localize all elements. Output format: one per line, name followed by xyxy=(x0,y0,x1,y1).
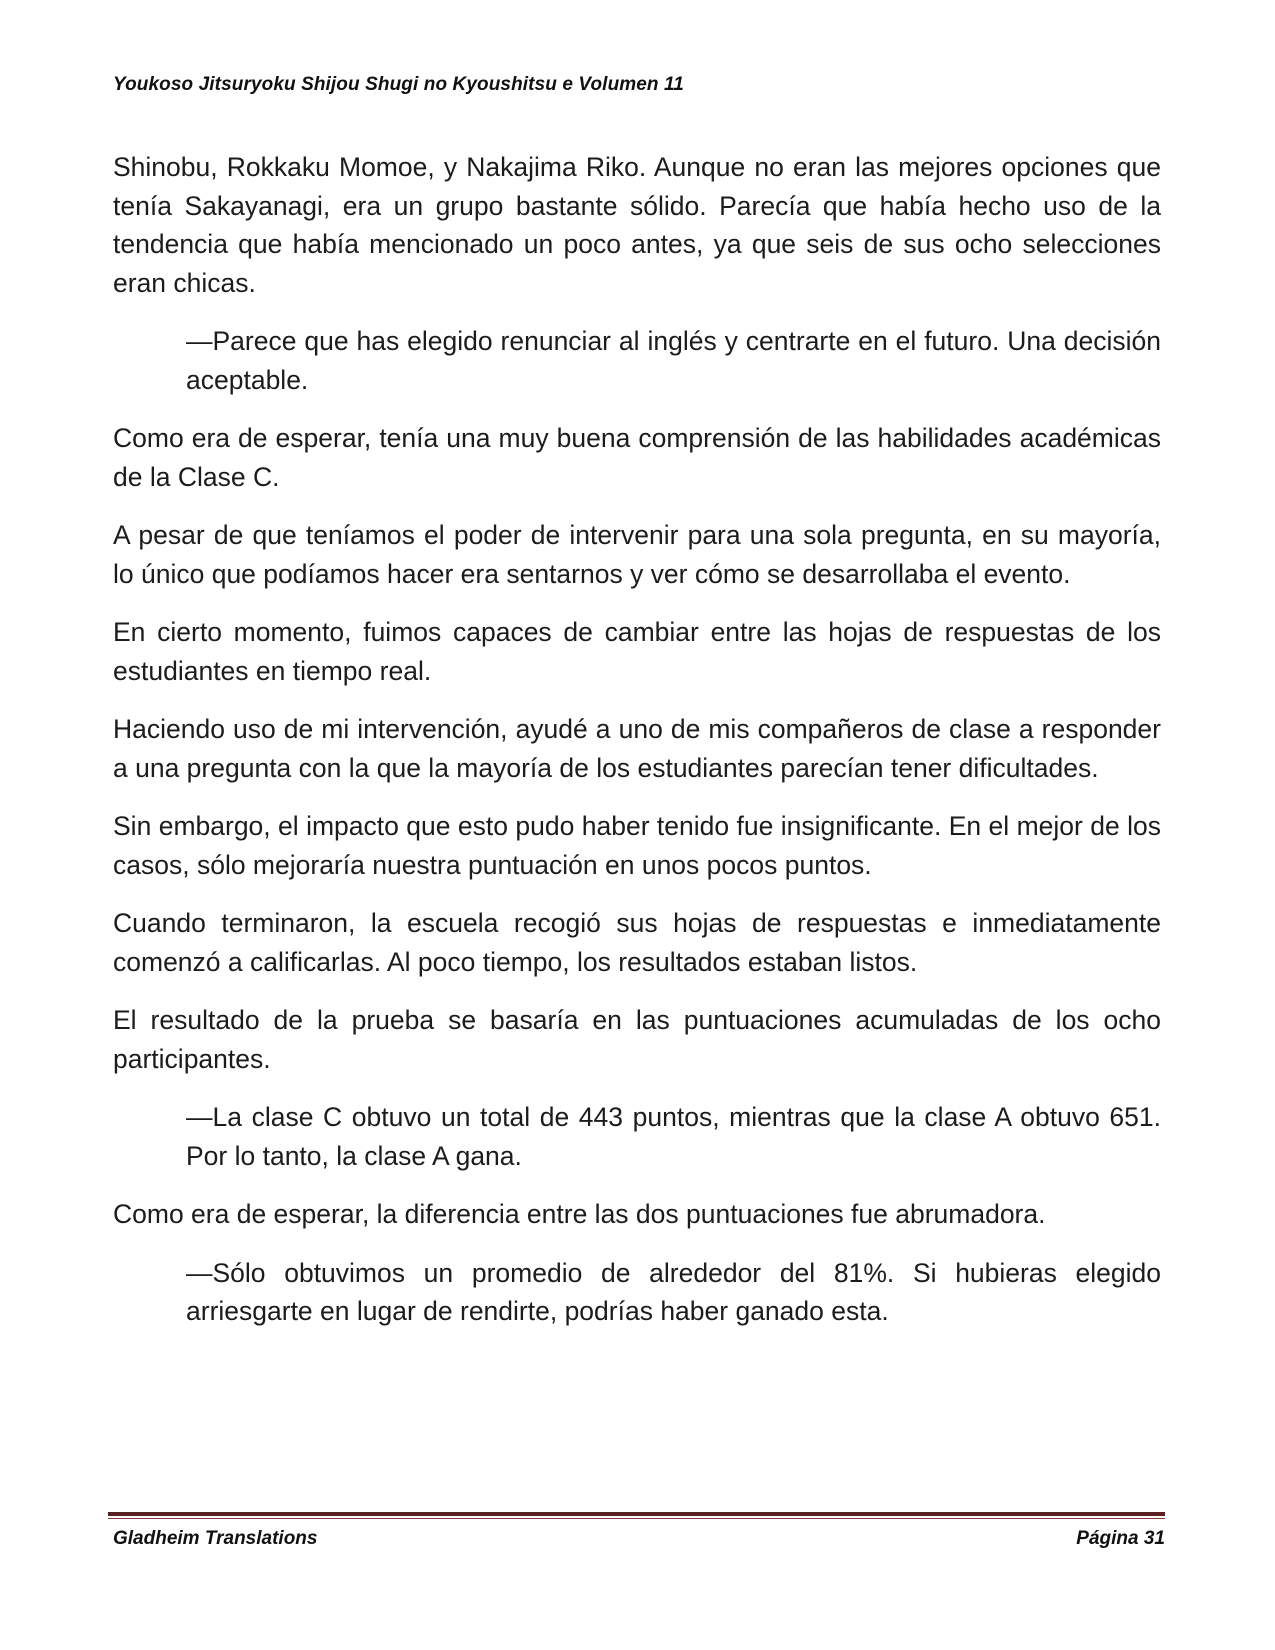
paragraph: Haciendo uso de mi intervención, ayudé a uno de mis compañeros de clase a responder a una pregunta con la que la mayoría de los estudiantes parecían tener dificultades. xyxy=(113,714,1161,783)
footer-divider-thin xyxy=(108,1518,1165,1519)
footer-divider-thick xyxy=(108,1512,1165,1516)
paragraph: El resultado de la prueba se basaría en las puntuaciones acumuladas de los ocho participantes. xyxy=(113,1005,1161,1074)
footer-credit: Gladheim Translations xyxy=(113,1528,318,1549)
footer-divider xyxy=(108,1512,1165,1520)
paragraph: Como era de esperar, tenía una muy buena comprensión de las habilidades académicas de la Clase C. xyxy=(113,423,1161,492)
paragraph: Shinobu, Rokkaku Momoe, y Nakajima Riko. Aunque no eran las mejores opciones que tenía Sakayanagi, era un grupo bastante sólido. Parecía que había hecho uso de la tendencia que había mencionado un poco antes, ya que seis de sus ocho selecciones eran chicas. xyxy=(113,152,1161,298)
page-number: Página 31 xyxy=(1076,1528,1165,1549)
paragraph: A pesar de que teníamos el poder de intervenir para una sola pregunta, en su mayoría, lo único que podíamos hacer era sentarnos y ver cómo se desarrollaba el evento. xyxy=(113,520,1161,589)
running-header: Youkoso Jitsuryoku Shijou Shugi no Kyoushitsu e Volumen 11 xyxy=(113,74,684,95)
paragraph: Sin embargo, el impacto que esto pudo haber tenido fue insignificante. En el mejor de los casos, sólo mejoraría nuestra puntuación en unos pocos puntos. xyxy=(113,811,1161,880)
dialogue-paragraph: —La clase C obtuvo un total de 443 puntos, mientras que la clase A obtuvo 651. Por lo tanto, la clase A gana. xyxy=(186,1102,1161,1171)
paragraph: Como era de esperar, la diferencia entre las dos puntuaciones fue abrumadora. xyxy=(113,1199,1046,1229)
page-body xyxy=(113,148,1161,1351)
paragraph: Cuando terminaron, la escuela recogió sus hojas de respuestas e inmediatamente comenzó a calificarlas. Al poco tiempo, los resultados estaban listos. xyxy=(113,908,1161,977)
dialogue-paragraph: —Parece que has elegido renunciar al inglés y centrarte en el futuro. Una decisión aceptable. xyxy=(186,326,1161,395)
dialogue-paragraph: —Sólo obtuvimos un promedio de alrededor del 81%. Si hubieras elegido arriesgarte en lugar de rendirte, podrías haber ganado esta. xyxy=(186,1257,1161,1326)
paragraph: En cierto momento, fuimos capaces de cambiar entre las hojas de respuestas de los estudiantes en tiempo real. xyxy=(113,617,1161,686)
